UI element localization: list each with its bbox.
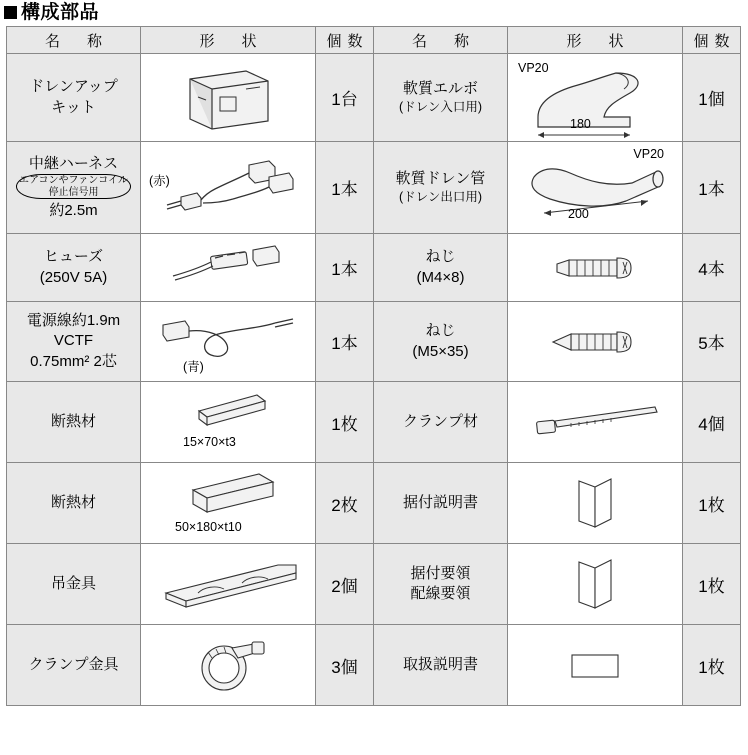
- insulation-large-dimension-label: 50×180×t10: [175, 519, 242, 534]
- part-shape-screw-m5: [508, 302, 683, 382]
- part-name-insulation-large: 断熱材: [7, 463, 141, 544]
- page-title: [0, 0, 748, 26]
- part-name-clamp-band: クランプ材: [374, 382, 508, 463]
- booklet-icon: [508, 554, 682, 614]
- drain-up-kit-icon: [141, 59, 315, 137]
- part-qty-soft-elbow: 1個: [683, 54, 741, 142]
- part-qty-fuse: 1本: [316, 234, 374, 302]
- column-header-qty-right: 個数: [683, 27, 741, 54]
- harness-color-label: (赤): [149, 173, 170, 188]
- column-header-qty-left: 個数: [316, 27, 374, 54]
- part-qty-insulation-large: 2枚: [316, 463, 374, 544]
- power-cord-color-label: (青): [183, 359, 204, 374]
- fuse-icon: [141, 240, 315, 296]
- table-row: [7, 142, 741, 234]
- part-shape-insulation-small: [141, 382, 316, 463]
- column-header-name-right: 名 称: [374, 27, 508, 54]
- table-row: [7, 54, 741, 142]
- booklet-icon: [508, 473, 682, 533]
- part-shape-screw-m4: [508, 234, 683, 302]
- hanger-bracket-icon: [141, 553, 315, 615]
- part-qty-soft-drain-pipe: 1本: [683, 142, 741, 234]
- column-header-name-left: 名 称: [7, 27, 141, 54]
- part-shape-clamp-metal: [141, 625, 316, 706]
- part-name-screw-m5: ねじ (M5×35): [374, 302, 508, 382]
- part-qty-screw-m5: 5本: [683, 302, 741, 382]
- drain-pipe-spec-label: VP20: [633, 146, 664, 161]
- part-qty-relay-harness: 1本: [316, 142, 374, 234]
- square-bullet-icon: [4, 6, 17, 19]
- part-qty-clamp-band: 4個: [683, 382, 741, 463]
- part-name-fuse: ヒューズ (250V 5A): [7, 234, 141, 302]
- page-title-text: 構成部品: [21, 2, 100, 23]
- cable-tie-icon: [508, 397, 682, 447]
- part-qty-hanging-bracket: 2個: [316, 544, 374, 625]
- part-shape-clamp-band: [508, 382, 683, 463]
- part-shape-installation-manual: [508, 463, 683, 544]
- part-qty-power-cord: 1本: [316, 302, 374, 382]
- column-header-shape-right: 形 状: [508, 27, 683, 54]
- part-shape-fuse: [141, 234, 316, 302]
- part-shape-operation-manual: [508, 625, 683, 706]
- part-name-power-cord: 電源線約1.9m VCTF 0.75mm² 2芯: [7, 302, 141, 382]
- part-name-operation-manual: 取扱説明書: [374, 625, 508, 706]
- part-shape-insulation-large: [141, 463, 316, 544]
- part-qty-screw-m4: 4本: [683, 234, 741, 302]
- part-name-screw-m4: ねじ (M4×8): [374, 234, 508, 302]
- part-name-soft-elbow: 軟質エルボ (ドレン入口用): [374, 54, 508, 142]
- elbow-pipe-spec-label: VP20: [518, 60, 549, 75]
- parts-table: [6, 26, 741, 706]
- screw-pan-head-icon: [508, 248, 682, 288]
- part-shape-drain-up-kit: [141, 54, 316, 142]
- part-qty-operation-manual: 1枚: [683, 625, 741, 706]
- screw-tapping-icon: [508, 322, 682, 362]
- part-shape-power-cord: [141, 302, 316, 382]
- part-qty-insulation-small: 1枚: [316, 382, 374, 463]
- part-name-hanging-bracket: 吊金具: [7, 544, 141, 625]
- relay-harness-note: エアコンやファンコイル 停止信号用: [7, 174, 140, 201]
- part-name-install-wiring-guide: 据付要領 配線要領: [374, 544, 508, 625]
- part-name-relay-harness: 中継ハーネス エアコンやファンコイル 停止信号用 約2.5m: [7, 142, 141, 234]
- part-name-installation-manual: 据付説明書: [374, 463, 508, 544]
- table-header-row: [7, 27, 741, 54]
- column-header-shape-left: 形 状: [141, 27, 316, 54]
- table-row: [7, 302, 741, 382]
- table-row: [7, 382, 741, 463]
- manual-sheet-icon: [508, 645, 682, 685]
- part-name-drain-up-kit: ドレンアップ キット: [7, 54, 141, 142]
- table-row: [7, 463, 741, 544]
- part-qty-installation-manual: 1枚: [683, 463, 741, 544]
- part-qty-install-wiring-guide: 1枚: [683, 544, 741, 625]
- part-shape-relay-harness: [141, 142, 316, 234]
- hose-clamp-icon: [141, 632, 315, 698]
- table-row: [7, 625, 741, 706]
- elbow-length-label: 180: [570, 116, 591, 131]
- part-name-soft-drain-pipe: 軟質ドレン管 (ドレン出口用): [374, 142, 508, 234]
- drain-pipe-length-label: 200: [568, 206, 589, 221]
- insulation-small-dimension-label: 15×70×t3: [183, 434, 236, 449]
- part-qty-drain-up-kit: 1台: [316, 54, 374, 142]
- table-row: [7, 234, 741, 302]
- part-name-insulation-small: 断熱材: [7, 382, 141, 463]
- part-shape-soft-drain-pipe: [508, 142, 683, 234]
- table-row: [7, 544, 741, 625]
- part-qty-clamp-metal: 3個: [316, 625, 374, 706]
- part-name-clamp-metal: クランプ金具: [7, 625, 141, 706]
- part-shape-soft-elbow: [508, 54, 683, 142]
- part-shape-hanging-bracket: [141, 544, 316, 625]
- part-shape-install-wiring-guide: [508, 544, 683, 625]
